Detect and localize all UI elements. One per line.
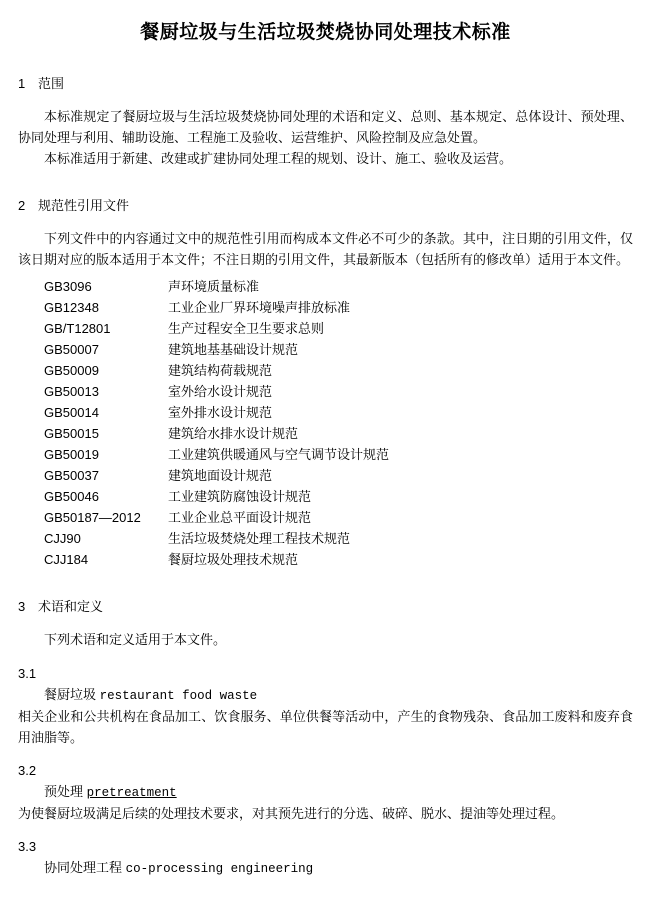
reference-name: 工业建筑防腐蚀设计规范 (168, 489, 312, 505)
reference-row (44, 360, 633, 381)
reference-row (44, 528, 633, 549)
reference-name: 室外给水设计规范 (168, 384, 273, 400)
reference-code: GB/T12801 (44, 320, 111, 336)
reference-code: GB50007 (44, 341, 99, 357)
term-entry (44, 684, 633, 706)
page-title: 餐厨垃圾与生活垃圾焚烧协同处理技术标准 (140, 22, 511, 43)
reference-code: GB50019 (44, 447, 99, 463)
term-definition: 相关企业和公共机构在食品加工、饮食服务、单位供餐等活动中，产生的食物残杂、食品加工废料和废弃食用油脂等。 (18, 708, 633, 745)
reference-row (44, 381, 633, 402)
reference-row (44, 549, 633, 570)
section-heading-1 (18, 73, 633, 92)
reference-name: 生产过程安全卫生要求总则 (168, 320, 325, 336)
reference-row (44, 486, 633, 507)
reference-code: GB50013 (44, 384, 99, 400)
reference-code: GB50046 (44, 489, 99, 505)
section-1-paragraph-1: 本标准规定了餐厨垃圾与生活垃圾焚烧协同处理的术语和定义、总则、基本规定、总体设计、预处理、协同处理与利用、辅助设施、工程施工及验收、运营维护、风险控制及应急处置。 (18, 108, 633, 145)
term-name-cn: 协同处理工程 (44, 860, 123, 876)
reference-code: CJJ184 (44, 552, 89, 568)
reference-row (44, 402, 633, 423)
reference-name: 生活垃圾焚烧处理工程技术规范 (168, 531, 351, 547)
term-name-en: co-processing engineering (125, 862, 314, 877)
reference-name: 声环境质量标准 (168, 278, 260, 294)
reference-row (44, 444, 633, 465)
section-heading-3 (18, 596, 633, 615)
reference-code: GB50015 (44, 426, 99, 442)
reference-row (44, 276, 633, 297)
section-number-2: 2 (18, 197, 26, 213)
term-number: 3.1 (18, 665, 37, 681)
reference-code: GB50187—2012 (44, 510, 141, 526)
reference-row (44, 465, 633, 486)
term-definition: 为使餐厨垃圾满足后续的处理技术要求，对其预先进行的分选、破碎、脱水、提油等处理过程。 (18, 806, 565, 822)
section-1-paragraph-2: 本标准适用于新建、改建或扩建协同处理工程的规划、设计、施工、验收及运营。 (44, 150, 513, 166)
reference-name: 餐厨垃圾处理技术规范 (168, 552, 299, 568)
term-number: 3.3 (18, 839, 37, 855)
reference-name: 室外排水设计规范 (168, 405, 273, 421)
reference-row (44, 318, 633, 339)
term-entry (44, 857, 633, 879)
normative-references-list (44, 276, 633, 571)
reference-code: GB50037 (44, 468, 99, 484)
term-name-en: pretreatment (86, 785, 177, 800)
reference-code: GB50009 (44, 363, 99, 379)
reference-row (44, 423, 633, 444)
section-heading-2 (18, 195, 633, 214)
term-name-en: restaurant food waste (99, 688, 258, 703)
reference-row (44, 339, 633, 360)
reference-code: GB3096 (44, 278, 92, 294)
reference-row (44, 297, 633, 318)
section-3-paragraph-1: 下列术语和定义适用于本文件。 (44, 632, 227, 648)
reference-name: 建筑地面设计规范 (168, 468, 273, 484)
section-title-2: 规范性引用文件 (38, 197, 130, 213)
reference-name: 工业企业厂界环境噪声排放标准 (168, 299, 351, 315)
section-title-3: 术语和定义 (38, 599, 104, 615)
section-title-1: 范围 (38, 75, 65, 91)
term-number: 3.2 (18, 762, 37, 778)
reference-code: GB12348 (44, 299, 99, 315)
section-number-1: 1 (18, 75, 26, 91)
reference-code: GB50014 (44, 405, 99, 421)
section-number-3: 3 (18, 599, 26, 615)
reference-name: 建筑给水排水设计规范 (168, 426, 299, 442)
reference-name: 建筑结构荷载规范 (168, 363, 273, 379)
reference-code: CJJ90 (44, 531, 81, 547)
reference-name: 建筑地基基础设计规范 (168, 341, 299, 357)
reference-row (44, 507, 633, 528)
document-page (0, 20, 651, 916)
term-entry (44, 781, 633, 803)
term-name-cn: 餐厨垃圾 (44, 686, 97, 702)
section-2-paragraph-1: 下列文件中的内容通过文中的规范性引用而构成本文件必不可少的条款。其中，注日期的引用文件，仅该日期对应的版本适用于本文件；不注日期的引用文件，其最新版本（包括所有的修改单）适用于本文件。 (18, 230, 633, 267)
reference-name: 工业企业总平面设计规范 (168, 510, 312, 526)
reference-name: 工业建筑供暖通风与空气调节设计规范 (168, 447, 390, 463)
term-name-cn: 预处理 (44, 783, 84, 799)
